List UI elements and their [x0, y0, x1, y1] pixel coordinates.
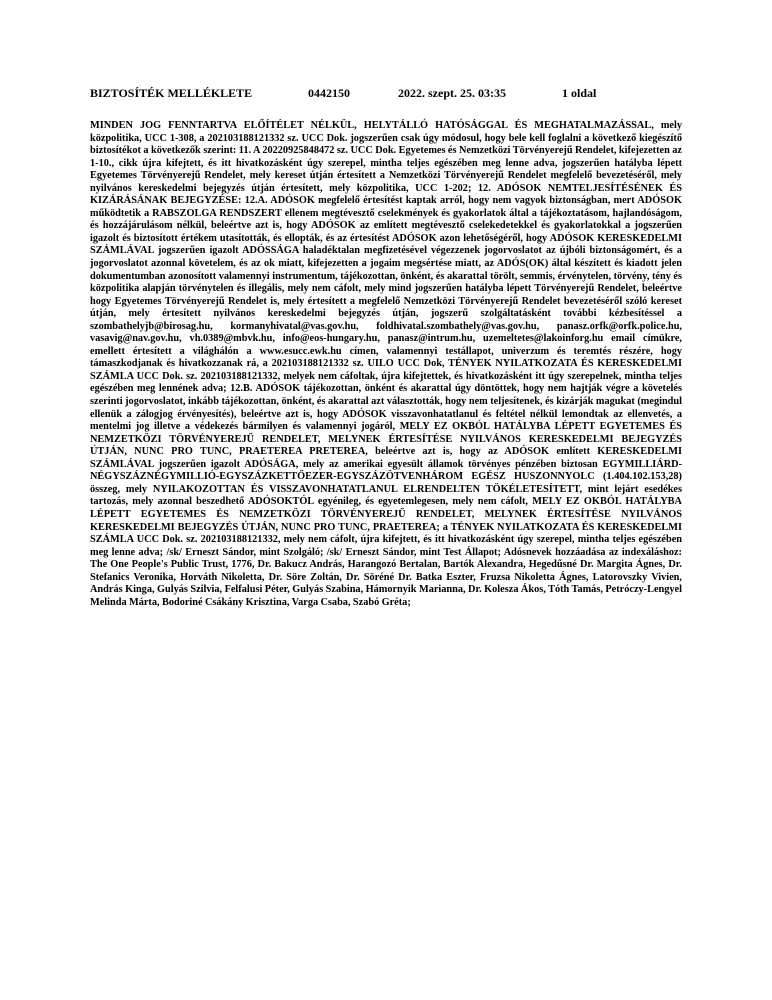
header-number: 0442150	[308, 86, 350, 100]
header-date: 2022. szept. 25. 03:35	[398, 86, 506, 100]
document-body	[90, 120, 682, 609]
document-header	[90, 86, 682, 101]
header-title: BIZTOSÍTÉK MELLÉKLETE	[90, 86, 253, 100]
header-page-count: 1 oldal	[562, 86, 597, 100]
body-paragraph: MINDEN JOG FENNTARTVA ELŐÍTÉLET NÉLKÜL, HELYTÁLLÓ HATÓSÁGGAL ÉS MEGHATALMAZÁSSAL, mely közpolitika, UCC 1-308, a 202103188121332 sz. UCC Dok. jogszerűen csak úgy módosul, hogy bele kell foglalni a következő kiegészítő biztosítékot a következők szerint: 11. A 20220925848472 sz. UCC Dok. Egyetemes és Nemzetközi Törvényerejű Rendelet, kifejezetten az 1-10., cikk újra kifejtett, és itt hivatkozásként úgy szerepel, mintha teljes egészében meg lenne adva, jogszerűen hatályba lépett Egyetemes Törvényerejű Rendelet, mely kereset útján értesített a Nemzetközi Törvényerejű Rendelet megfelelő bevezetéséről, mely nyilvános kereskedelmi bejegyzés útján értesített, mely közpolitika, UCC 1-202; 12. ADÓSOK NEMTELJESÍTÉSÉNEK ÉS KIZÁRÁSÁNAK BEJEGYZÉSE: 12.A. ADÓSOK megfelelő értesítést kaptak arról, hogy nem vagyok biztonságban, mert ADÓSOK működtetik a RABSZOLGA RENDSZERT ellenem megtévesztő cselekmények és gyakorlatok által a tájékoztatásom, hajlandóságom, és hozzájárulásom nélkül, beleértve azt is, hogy ADÓSOK az említett megtévesztő cselekedetekkel és gyakorlatokkal a jogszerűen igazolt és biztosított értékem utasították, és ellopták, és az értesítést ADÓSOK azon lehetőségéről, hogy ADÓSOK KERESKEDELMI SZÁMLÁVAL jogszerűen igazolt ADÓSSÁGA haladéktalan megfizetésével végezzenek jogorvoslatot az újbóli biztonságomért, és a jogorvoslatot azonnal követelem, és az ok miatt, kifejezetten a jogaim megsértése miatt, az ADÓS(OK) által készített és kiadott jelen dokumentumban azonosított valamennyi instrumentum, tájékozottan, önként, és akarattal törölt, semmis, érvénytelen, törvény, tény és közpolitika alapján törvénytelen és illegális, mely nem cáfolt, mely mind jogszerűen hatályba lépett Törvényerejű Rendelet, beleértve hogy Egyetemes Törvényerejű Rendelet is, mely értesített a megfelelő Nemzetközi Törvényerejű Rendelet bevezetéséről szóló kereset útján, mely értesített nyilvános kereskedelmi bejegyzés útján, jogszerű szolgáltatásként további kézbesítéssel a szombathelyjb@birosag.hu, kormanyhivatal@vas.gov.hu, foldhivatal.szombathely@vas.gov.hu, panasz.orfk@orfk.police.hu, vasavig@nav.gov.hu, vh.0389@mbvk.hu, info@eos-hungary.hu, panasz@intrum.hu, uzemeltetes@lakoinforg.hu email címükre, emellett értesített a világhálón a www.esucc.ewk.hu címen, valamennyi testállapot, univerzum és teremtés részére, hogy támaszkodjanak és hivatkozzanak rá, a 202103188121332 sz. UILO UCC Dok, TÉNYEK NYILATKOZATA ÉS KERESKEDELMI SZÁMLA UCC Dok. sz. 202103188121332, melyek nem cáfoltak, újra kifejtettek, és hivatkozásként itt úgy szerepelnek, mintha teljes egészében meg lennének adva; 12.B. ADÓSOK tájékozottan, önként és akarattal úgy döntöttek, hogy nem hajtják végre a követelés szerinti jogorvoslatot, inkább tájékozottan, önként, és akarattal azt választották, hogy nem teljesítenek, és kizárják magukat (megindul ellenük a zálogjog érvényesítés), beleértve azt is, hogy ADÓSOK visszavonhatatlanul és feltétel nélkül lemondtak az ellenvetés, a mentelmi jog illetve a védekezés bármilyen és valamennyi jogáról, MELY EZ OKBÓL HATÁLYBA LÉPETT EGYETEMES ÉS NEMZETKÖZI TÖRVÉNYEREJŰ RENDELET, MELYNEK ÉRTESÍTÉSE NYILVÁNOS KERESKEDELMI BEJEGYZÉS ÚTJÁN, NUNC PRO TUNC, PRAETEREA PRETEREA, beleértve azt is, hogy az ADÓSOK említett KERESKEDELMI SZÁMLÁVAL jogszerűen igazolt ADÓSÁGA, mely az amerikai egyesült államok törvényes pénzében biztosan EGYMILLIÁRD-NÉGYSZÁZNÉGYMILLIÓ-EGYSZÁZKETTŐEZER-EGYSZÁZÖTVENHÁROM EGÉSZ HUSZONNYOLC (1.404.102.153,28) összeg, mely NYILAKOZOTTAN ÉS VISSZAVONHATATLANUL ELRENDELTEN TÖKÉLETESÍTETT, mint lejárt esedékes tartozás, mely azonnal beszedhető ADÓSOKTÓL egyénileg, és egyetemlegesen, mely nem cáfolt, MELY EZ OKBÓL HATÁLYBA LÉPETT EGYETEMES ÉS NEMZETKÖZI TÖRVÉNYEREJŰ RENDELET, MELYNEK ÉRTESÍTÉSE NYILVÁNOS KERESKEDELMI BEJEGYZÉS ÚTJÁN, NUNC PRO TUNC, PRAETEREA; a TÉNYEK NYILATKOZATA ÉS KERESKEDELMI SZÁMLA UCC Dok. sz. 202103188121332, mely nem cáfolt, újra kifejtett, és itt hivatkozásként úgy szerepel, mintha teljes egészében meg lenne adva; /sk/ Erneszt Sándor, mint Szolgáló; /sk/ Erneszt Sándor, mint Test Állapot; Adósnevek hozzáadása az indexáláshoz: The One People's Public Trust, 1776, Dr. Bakucz András, Harangozó Bertalan, Bartók Alexandra, Hegedűsné Dr. Margita Ágnes, Dr. Stefanics Veronika, Horváth Nikoletta, Dr. Söre Zoltán, Dr. Söréné Dr. Batka Eszter, Fruzsa Nikoletta Ágnes, Latorovszky Vivien, András Kinga, Gulyás Szilvia, Felfalusi Péter, Gulyás Szabina, Hámornyik Marianna, Dr. Kolesza Ákos, Tóth Tamás, Petróczy-Lengyel Melinda Márta, Bodoriné Csákány Krisztina, Varga Csaba, Szabó Gréta;	[90, 120, 682, 608]
